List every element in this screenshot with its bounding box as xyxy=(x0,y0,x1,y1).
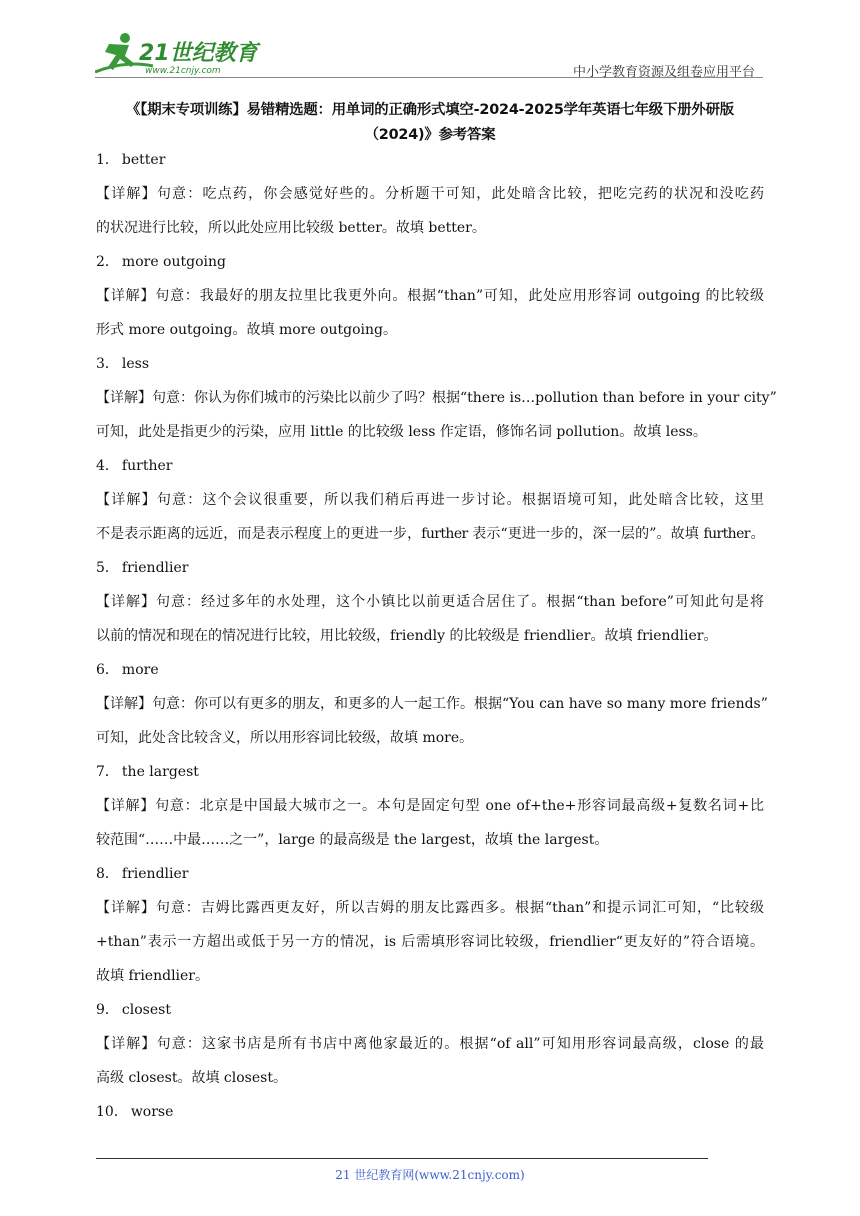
explanation-line: 以前的情况和现在的情况进行比较，用比较级，friendly 的比较级是 friendlier。故填 friendlier。 xyxy=(96,628,718,644)
answer-text: more outgoing xyxy=(121,254,226,270)
answer-list xyxy=(96,150,777,1136)
svg-text:21世纪教育: 21世纪教育 xyxy=(139,41,258,66)
page-header xyxy=(95,30,763,80)
answer-item xyxy=(96,150,764,252)
answer-line xyxy=(96,1000,764,1034)
answer-line xyxy=(96,558,764,592)
explanation-line: 【详解】句意：这个会议很重要，所以我们稍后再进一步讨论。根据语境可知，此处暗含比较，这里 xyxy=(96,492,764,508)
answer-line xyxy=(96,864,764,898)
svg-text:www.21cnjy.com: www.21cnjy.com xyxy=(145,66,221,76)
answer-line xyxy=(96,150,764,184)
answer-line xyxy=(96,1102,764,1136)
explanation-line: 【详解】句意：这家书店是所有书店中离他家最近的。根据“of all”可知用形容词最高级，close 的最 xyxy=(96,1036,764,1052)
item-number: 9． xyxy=(96,1002,119,1018)
explanation-line: 【详解】句意：你认为你们城市的污染比以前少了吗？根据“there is…pollution than before in your city” xyxy=(96,390,777,406)
answer-line xyxy=(96,660,764,694)
item-number: 5． xyxy=(96,560,119,576)
platform-name: 中小学教育资源及组卷应用平台 xyxy=(572,65,755,80)
answer-text: the largest xyxy=(121,764,199,780)
header-divider xyxy=(95,77,763,78)
item-number: 8． xyxy=(96,866,119,882)
answer-item xyxy=(96,456,764,558)
explanation-line: 【详解】句意：吃点药，你会感觉好些的。分析题干可知，此处暗含比较，把吃完药的状况和没吃药 xyxy=(96,186,764,202)
answer-text: less xyxy=(121,356,150,372)
explanation-line: 【详解】句意：经过多年的水处理，这个小镇比以前更适合居住了。根据“than before”可知此句是将 xyxy=(96,594,764,610)
answer-item xyxy=(96,252,764,354)
item-number: 7． xyxy=(96,764,119,780)
answer-line xyxy=(96,456,764,490)
item-number: 1． xyxy=(96,152,119,168)
answer-text: friendlier xyxy=(121,866,189,882)
answer-line xyxy=(96,762,764,796)
item-number: 10． xyxy=(96,1104,128,1120)
explanation-line: 【详解】句意：北京是中国最大城市之一。本句是固定句型 one of+the+形容词最高级+复数名词+比 xyxy=(96,798,764,814)
answer-item xyxy=(96,660,768,762)
answer-item xyxy=(96,762,764,864)
logo xyxy=(95,30,265,76)
item-number: 6． xyxy=(96,662,119,678)
explanation-line: 较范围“……中最……之一”，large 的最高级是 the largest，故填 the largest。 xyxy=(96,832,609,848)
answer-text: further xyxy=(121,458,173,474)
title-line-1: 《【期末专项训练】易错精选题：用单词的正确形式填空-2024-2025学年英语七年级下册外研版 xyxy=(126,102,734,118)
explanation-line: 【详解】句意：你可以有更多的朋友，和更多的人一起工作。根据“You can have so many more friends” xyxy=(96,696,768,712)
page-footer: 21 世纪教育网(www.21cnjy.com) xyxy=(335,1168,525,1182)
footer-divider xyxy=(96,1158,708,1159)
explanation-line: 高级 closest。故填 closest。 xyxy=(96,1070,287,1086)
explanation-line: 【详解】句意：我最好的朋友拉里比我更外向。根据“than”可知，此处应用形容词 outgoing 的比较级 xyxy=(96,288,764,304)
explanation-line: 故填 friendlier。 xyxy=(96,968,209,984)
answer-text: better xyxy=(121,152,166,168)
answer-text: friendlier xyxy=(121,560,189,576)
explanation-line: 形式 more outgoing。故填 more outgoing。 xyxy=(96,322,397,338)
answer-line xyxy=(96,252,764,286)
answer-text: more xyxy=(121,662,159,678)
item-number: 4． xyxy=(96,458,119,474)
answer-text: worse xyxy=(130,1104,174,1120)
document-title xyxy=(96,98,764,148)
item-number: 2． xyxy=(96,254,119,270)
answer-item xyxy=(96,354,777,456)
answer-item xyxy=(96,1102,764,1136)
answer-line xyxy=(96,354,764,388)
answer-text: closest xyxy=(121,1002,171,1018)
answer-item xyxy=(96,1000,764,1102)
explanation-line: 可知，此处是指更少的污染，应用 little 的比较级 less 作定语，修饰名词 pollution。故填 less。 xyxy=(96,424,707,440)
answer-item xyxy=(96,558,764,660)
explanation-line: 的状况进行比较，所以此处应用比较级 better。故填 better。 xyxy=(96,220,486,236)
explanation-line: 可知，此处含比较含义，所以用形容词比较级，故填 more。 xyxy=(96,730,474,746)
title-line-2: （2024)》参考答案 xyxy=(364,127,496,143)
explanation-line: +than”表示一方超出或低于另一方的情况，is 后需填形容词比较级，friendlier“更友好的”符合语境。 xyxy=(96,934,764,950)
explanation-line: 【详解】句意：吉姆比露西更友好，所以吉姆的朋友比露西多。根据“than”和提示词汇可知，“比较级 xyxy=(96,900,764,916)
item-number: 3． xyxy=(96,356,119,372)
answer-item xyxy=(96,864,764,1000)
explanation-line: 不是表示距离的远近，而是表示程度上的更进一步，further 表示“更进一步的，深一层的”。故填 further。 xyxy=(96,526,764,542)
